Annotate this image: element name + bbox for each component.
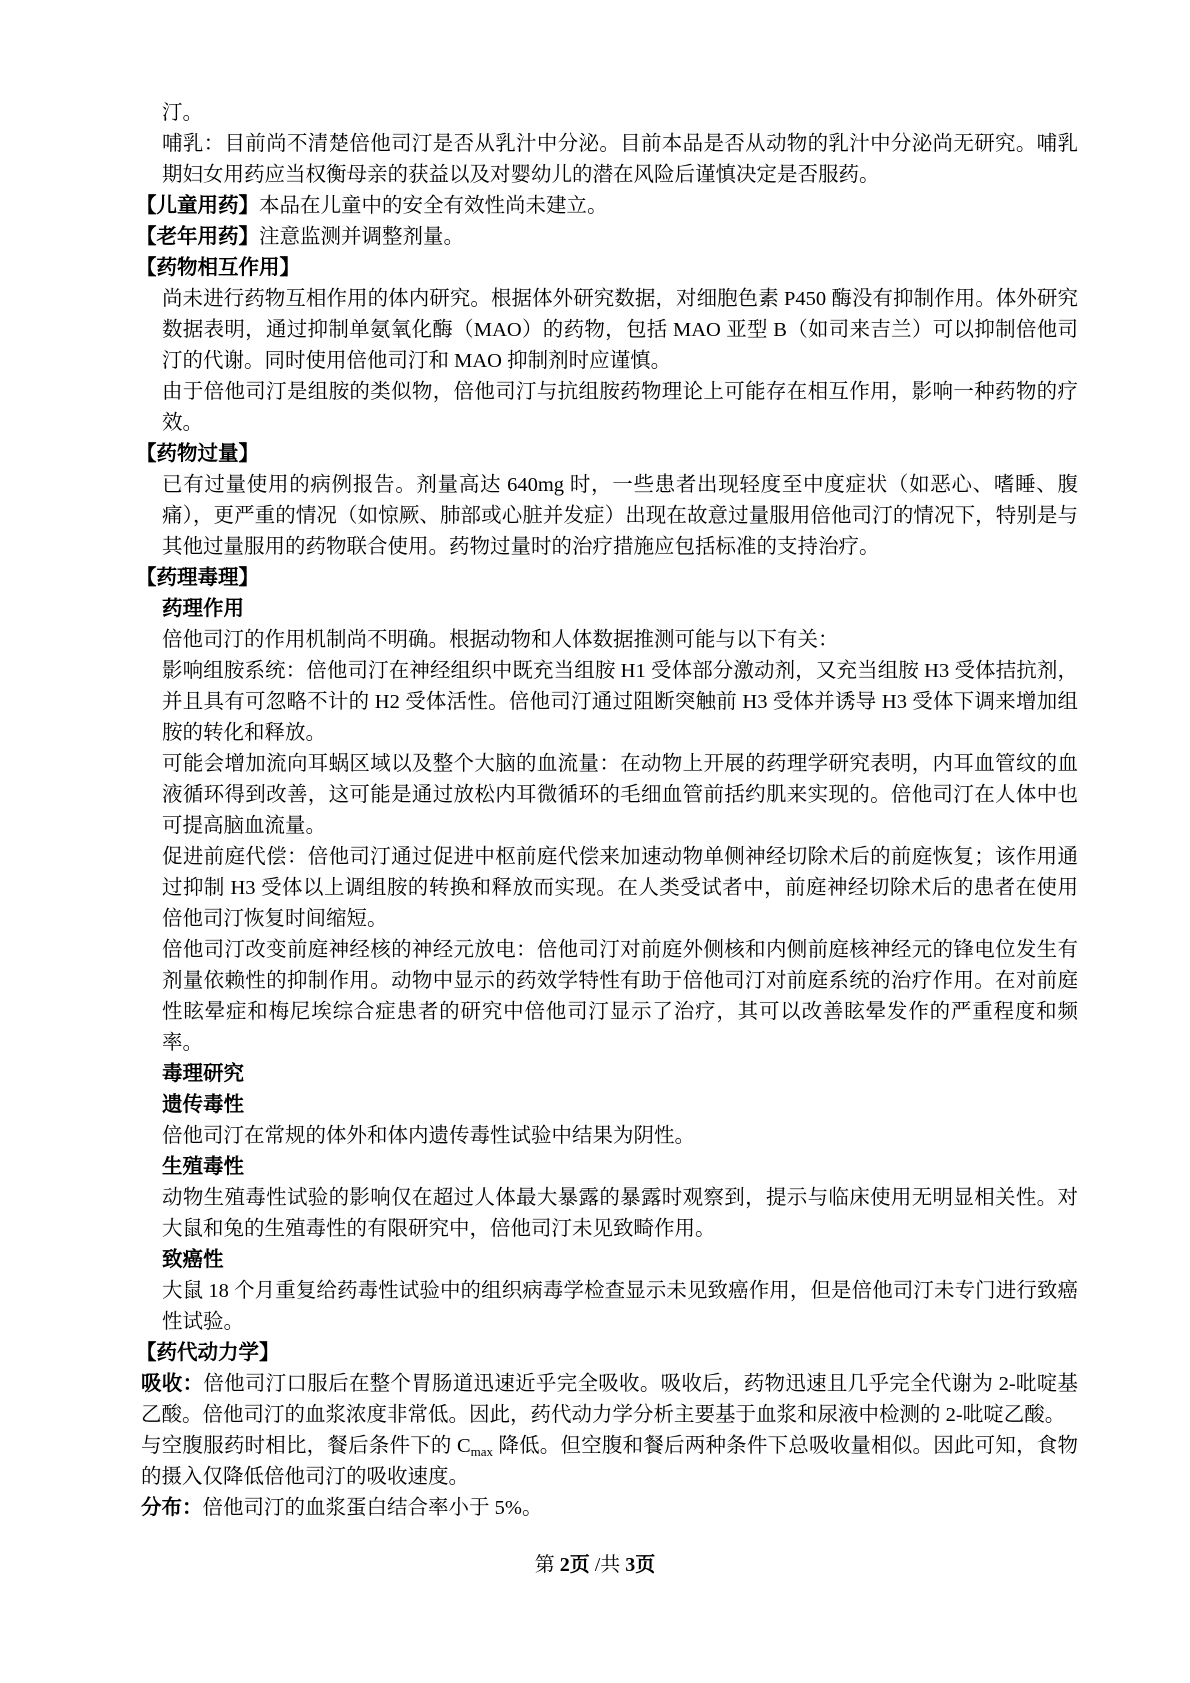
bold-text-run: 【儿童用药】 [136,195,259,217]
text-run: 可能会增加流向耳蜗区域以及整个大脑的血流量：在动物上开展的药理学研究表明，内耳血管纹的血液循环得到改善，这可能是通过放松内耳微循环的毛细血管前括约肌来实现的。倍他司汀在人体中也可提高脑血流量。 [162,753,1078,837]
text-run: 大鼠 18 个月重复给药毒性试验中的组织病毒学检查显示未见致癌作用，但是倍他司汀未专门进行致癌性试验。 [162,1280,1078,1333]
section-heading [136,1338,1078,1369]
paragraph [162,284,1078,377]
section-heading [136,191,1078,222]
text-run: 注意监测并调整剂量。 [259,226,464,248]
drug-insert-body [136,98,1078,1524]
text-run: 尚未进行药物互相作用的体内研究。根据体外研究数据，对细胞色素 P450 酶没有抑制作用。体外研究数据表明，通过抑制单氨氧化酶（MAO）的药物，包括 MAO 亚型 B（如司来吉兰）可以抑制倍他司汀的代谢。同时使用倍他司汀和 MAO 抑制剂时应谨慎。 [162,288,1078,372]
section-heading [136,253,1078,284]
section-heading [136,439,1078,470]
text-run: 倍他司汀的作用机制尚不明确。根据动物和人体数据推测可能与以下有关： [162,629,839,651]
text-run: 影响组胺系统：倍他司汀在神经组织中既充当组胺 H1 受体部分激动剂，又充当组胺 H3 受体拮抗剂，并且具有可忽略不计的 H2 受体活性。倍他司汀通过阻断突触前 H3 受体并诱导 H3 受体下调来增加组胺的转化和释放。 [162,660,1078,744]
paragraph [162,470,1078,563]
paragraph [162,1121,1078,1152]
sub-heading [162,1059,1078,1090]
bold-text-run: 生殖毒性 [162,1156,244,1178]
bold-text-run: 【药物过量】 [136,443,259,465]
text-run: 已有过量使用的病例报告。剂量高达 640mg 时，一些患者出现轻度至中度症状（如恶心、嗜睡、腹痛），更严重的情况（如惊厥、肺部或心脏并发症）出现在故意过量服用倍他司汀的情况下，特别是与其他过量服用的药物联合使用。药物过量时的治疗措施应包括标准的支持治疗。 [162,474,1078,558]
text-run: 汀。 [162,102,203,124]
sub-heading [162,594,1078,625]
section-heading [136,563,1078,594]
text-run: 与空腹服药时相比，餐后条件下的 C [141,1435,471,1457]
bold-text-run: 【药物相互作用】 [136,257,300,279]
paragraph [162,98,1078,129]
paragraph [141,1431,1078,1493]
bold-text-run: 分布： [141,1497,203,1519]
text-run: 倍他司汀的血浆蛋白结合率小于 5%。 [202,1497,543,1519]
bold-text-run: 药理作用 [162,598,244,620]
subscript-run: max [470,1444,494,1459]
footer-text-run: /共 [589,1554,626,1576]
bold-text-run: 吸收： [141,1373,204,1395]
bold-text-run: 【老年用药】 [136,226,259,248]
bold-text-run: 【药理毒理】 [136,567,259,589]
paragraph [162,1183,1078,1245]
text-run: 倍他司汀改变前庭神经核的神经元放电：倍他司汀对前庭外侧核和内侧前庭核神经元的锋电位发生有剂量依赖性的抑制作用。动物中显示的药效学特性有助于倍他司汀对前庭系统的治疗作用。在对前庭性眩晕症和梅尼埃综合症患者的研究中倍他司汀显示了治疗，其可以改善眩晕发作的严重程度和频率。 [162,939,1078,1054]
paragraph [162,656,1078,749]
paragraph [162,749,1078,842]
paragraph [141,1369,1078,1431]
text-run: 降低。但空腹和餐后两种条件下总吸收量相似。因此可知，食物的摄入仅降低倍他司汀的吸收速度。 [141,1435,1078,1488]
footer-text-run: 第 [534,1554,560,1576]
paragraph [162,842,1078,935]
paragraph [162,625,1078,656]
text-run: 倍他司汀口服后在整个胃肠道迅速近乎完全吸收。吸收后，药物迅速且几乎完全代谢为 2-吡啶基乙酸。倍他司汀的血浆浓度非常低。因此，药代动力学分析主要基于血浆和尿液中检测的 2-吡啶乙酸。 [141,1373,1079,1426]
bold-text-run: 【药代动力学】 [136,1342,280,1364]
sub-heading [162,1245,1078,1276]
sub-heading [162,1090,1078,1121]
paragraph [162,129,1078,191]
sub-heading [162,1152,1078,1183]
bold-text-run: 毒理研究 [162,1063,244,1085]
text-run: 哺乳：目前尚不清楚倍他司汀是否从乳汁中分泌。目前本品是否从动物的乳汁中分泌尚无研究。哺乳期妇女用药应当权衡母亲的获益以及对婴幼儿的潜在风险后谨慎决定是否服药。 [162,133,1078,186]
paragraph [162,935,1078,1059]
paragraph [162,377,1078,439]
paragraph [141,1493,1078,1524]
page-footer [0,1552,1190,1578]
bold-text-run: 致癌性 [162,1249,224,1271]
page-number: 3页 [625,1554,656,1576]
section-heading [136,222,1078,253]
bold-text-run: 遗传毒性 [162,1094,244,1116]
text-run: 促进前庭代偿：倍他司汀通过促进中枢前庭代偿来加速动物单侧神经切除术后的前庭恢复；该作用通过抑制 H3 受体以上调组胺的转换和释放而实现。在人类受试者中，前庭神经切除术后的患者在使用倍他司汀恢复时间缩短。 [162,846,1078,930]
paragraph [162,1276,1078,1338]
text-run: 由于倍他司汀是组胺的类似物，倍他司汀与抗组胺药物理论上可能存在相互作用，影响一种药物的疗效。 [162,381,1078,434]
text-run: 倍他司汀在常规的体外和体内遗传毒性试验中结果为阴性。 [162,1125,695,1147]
page-number: 2页 [559,1554,590,1576]
text-run: 本品在儿童中的安全有效性尚未建立。 [259,195,608,217]
text-run: 动物生殖毒性试验的影响仅在超过人体最大暴露的暴露时观察到，提示与临床使用无明显相关性。对大鼠和兔的生殖毒性的有限研究中，倍他司汀未见致畸作用。 [162,1187,1078,1240]
